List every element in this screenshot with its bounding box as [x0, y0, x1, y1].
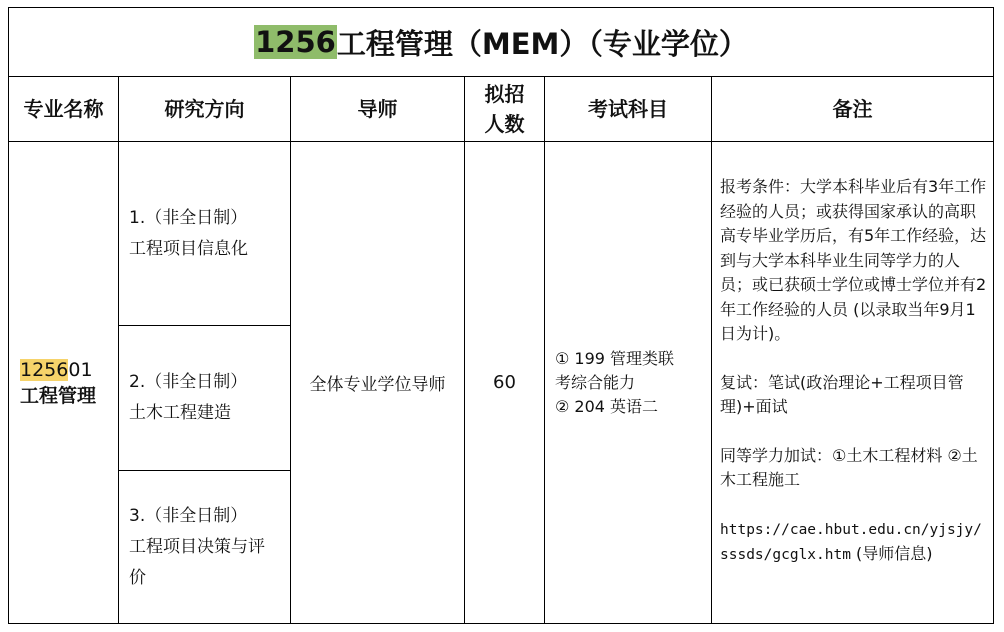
major-name: 工程管理	[20, 384, 97, 407]
major-cell	[9, 142, 118, 623]
enroll-count: 60	[493, 372, 516, 393]
header-remarks-label: 备注	[832, 97, 873, 121]
exam-subject-2: ② 204 英语二	[555, 396, 659, 416]
direction-number: 1.（非全日制）	[129, 207, 248, 228]
header-major	[9, 77, 118, 141]
header-enroll-line2: 人数	[484, 112, 525, 136]
header-major-label: 专业名称	[23, 97, 104, 121]
header-exam-label: 考试科目	[588, 97, 668, 121]
direction-name-cont: 价	[129, 567, 146, 588]
remarks-link-block	[720, 517, 989, 568]
major-code-highlight: 1256	[20, 358, 69, 381]
advisor-text: 全体专业学位导师	[309, 375, 446, 395]
header-advisor	[291, 77, 464, 141]
advisor-info-note: (导师信息)	[856, 544, 933, 563]
remarks-conditions: 报考条件：大学本科毕业后有3年工作经验的人员；或获得国家承认的高职高专毕业学历后，有5年工作经验，达到与大学本科毕业生同等学力的人员；或已获硕士学位或博士学位并有2年工作经验的人员 (以录取当年9月1日为计)。	[720, 177, 987, 343]
header-remarks	[712, 77, 993, 141]
title-code: 1256	[255, 25, 336, 59]
header-enroll	[465, 77, 544, 141]
enroll-count-cell	[465, 142, 544, 623]
title-text: 工程管理（MEM）（专业学位）	[336, 26, 748, 61]
header-direction-label: 研究方向	[164, 97, 245, 121]
direction-name: 工程项目信息化	[129, 238, 248, 259]
header-enroll-line1: 拟招	[484, 82, 525, 106]
direction-number: 2.（非全日制）	[129, 372, 248, 392]
direction-number: 3.（非全日制）	[129, 505, 248, 526]
remarks-cell	[712, 142, 993, 623]
exam-subject-1: ① 199 管理类联	[555, 348, 675, 368]
exam-cell	[545, 142, 711, 623]
header-advisor-label: 导师	[357, 97, 398, 121]
direction-item	[119, 471, 290, 623]
advisor-cell	[291, 142, 464, 623]
admissions-table	[8, 7, 994, 624]
table-title	[9, 8, 993, 77]
remarks-retest: 复试：笔试(政治理论+工程项目管理)+面试	[720, 372, 964, 416]
direction-item	[119, 142, 290, 325]
major-code-rest: 01	[68, 358, 93, 381]
major-code	[20, 357, 118, 383]
direction-name: 工程项目决策与评	[129, 536, 265, 557]
direction-name: 土木工程建造	[129, 403, 231, 423]
remarks-extra: 同等学力加试：①土木工程材料 ②土木工程施工	[720, 445, 978, 489]
direction-item	[119, 326, 290, 470]
exam-subject-1-cont: 考综合能力	[555, 372, 636, 392]
advisor-info-link[interactable]: https://cae.hbut.edu.cn/yjsjy/sssds/gcglx.htm	[720, 521, 982, 563]
header-exam	[545, 77, 711, 141]
header-direction	[119, 77, 290, 141]
